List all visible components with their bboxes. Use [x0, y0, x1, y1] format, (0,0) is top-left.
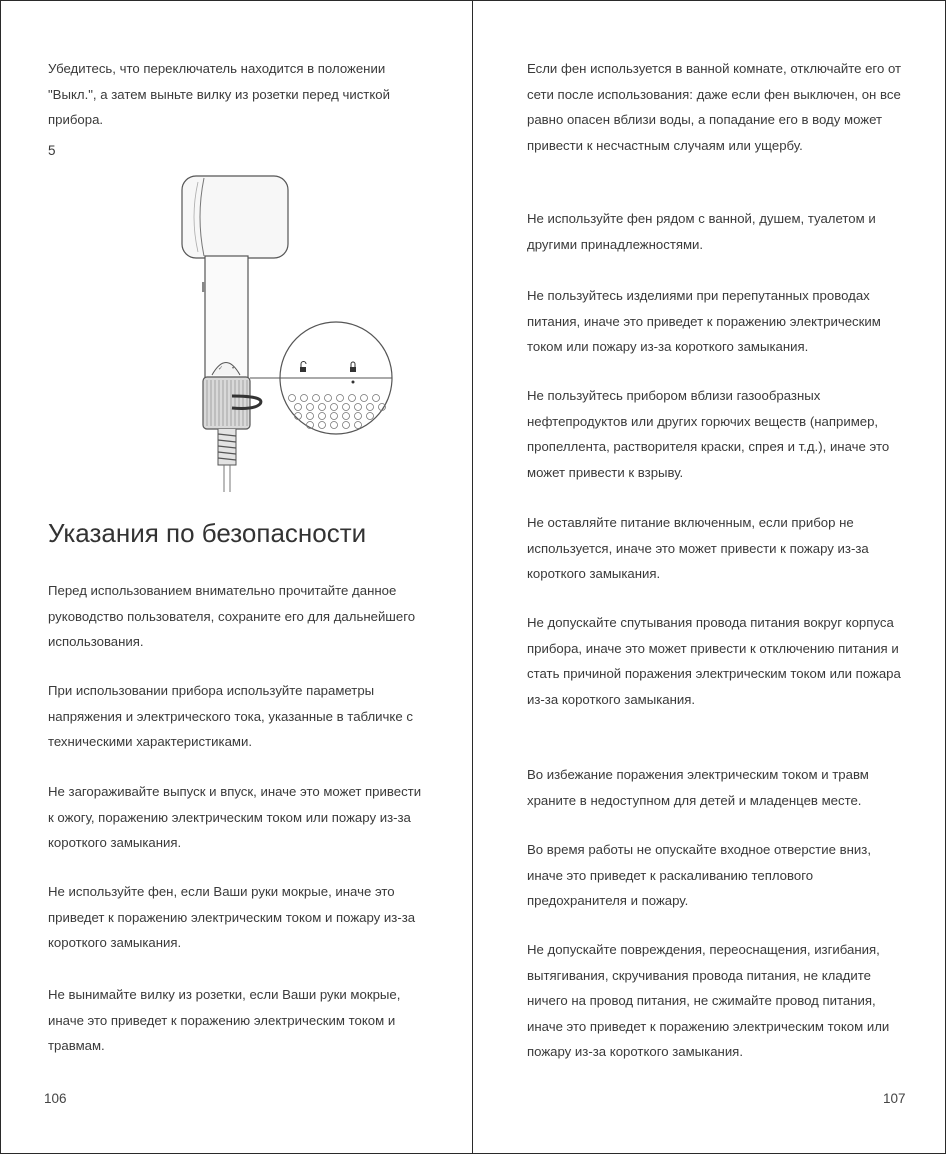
right-page [527, 0, 906, 1154]
page-divider [472, 0, 473, 1154]
safety-paragraph: Во избежание поражения электрическим током и травм храните в недоступном для детей и младенцев месте. [527, 767, 869, 808]
step-number: 5 [48, 143, 56, 158]
safety-paragraph: Не допускайте повреждения, переоснащения, изгибания, вытягивания, скручивания провода питания, не кладите ничего на провод питания, не сжимайте провод питания, иначе это приведет к поражению электрическим током или пожару из-за короткого замыкания. [527, 942, 890, 1060]
safety-paragraph: При использовании прибора используйте параметры напряжения и электрического тока, указанные в табличке с техническими характеристиками. [48, 683, 413, 750]
safety-paragraph: Не допускайте спутывания провода питания вокруг корпуса прибора, иначе это может привести к отключению питания и стать причиной поражения электрическим током или пожара из-за короткого замыкания. [527, 615, 901, 707]
hair-dryer-illustration [174, 170, 394, 500]
safety-paragraph: Не пользуйтесь прибором вблизи газообразных нефтепродуктов или других горючих веществ (например, пропеллента, растворителя краски, спрея и т.д.), иначе это может привести к взрыву. [527, 388, 890, 480]
page-number-right: 107 [883, 1091, 906, 1106]
safety-paragraph: Если фен используется в ванной комнате, отключайте его от сети после использования: даже если фен выключен, он все равно опасен вблизи воды, а попадание его в воду может привести к несчастным случаям или ущербу. [527, 61, 902, 153]
safety-paragraph: Не пользуйтесь изделиями при перепутанных проводах питания, иначе это приведет к поражению электрическим током или пожару из-за короткого замыкания. [527, 288, 881, 355]
safety-paragraph: Не оставляйте питание включенным, если прибор не используется, иначе это может привести к пожару из-за короткого замыкания. [527, 515, 869, 582]
safety-paragraph: Не используйте фен рядом с ванной, душем, туалетом и другими принадлежностями. [527, 211, 876, 252]
safety-paragraph: Перед использованием внимательно прочитайте данное руководство пользователя, сохраните его для дальнейшего использования. [48, 583, 416, 650]
svg-text:✓: ✓ [218, 366, 224, 372]
safety-paragraph: Не вынимайте вилку из розетки, если Ваши руки мокрые, иначе это приведет к поражению электрическим током и травмам. [48, 987, 401, 1054]
safety-paragraph: Не используйте фен, если Ваши руки мокрые, иначе это приведет к поражению электрическим током и пожару из-за короткого замыкания. [48, 884, 416, 951]
cleaning-note: Убедитесь, что переключатель находится в положении "Выкл.", а затем выньте вилку из розетки перед чисткой прибора. [48, 61, 390, 128]
page-number-left: 106 [44, 1091, 67, 1106]
svg-text:•: • [232, 366, 235, 372]
safety-paragraph: Во время работы не опускайте входное отверстие вниз, иначе это приведет к раскаливанию теплового предохранителя и пожару. [527, 842, 872, 909]
left-page [44, 0, 428, 1154]
safety-heading: Указания по безопасности [48, 518, 367, 548]
safety-paragraph: Не загораживайте выпуск и впуск, иначе это может привести к ожогу, поражению электрическим током или пожару из-за короткого замыкания. [48, 784, 422, 851]
